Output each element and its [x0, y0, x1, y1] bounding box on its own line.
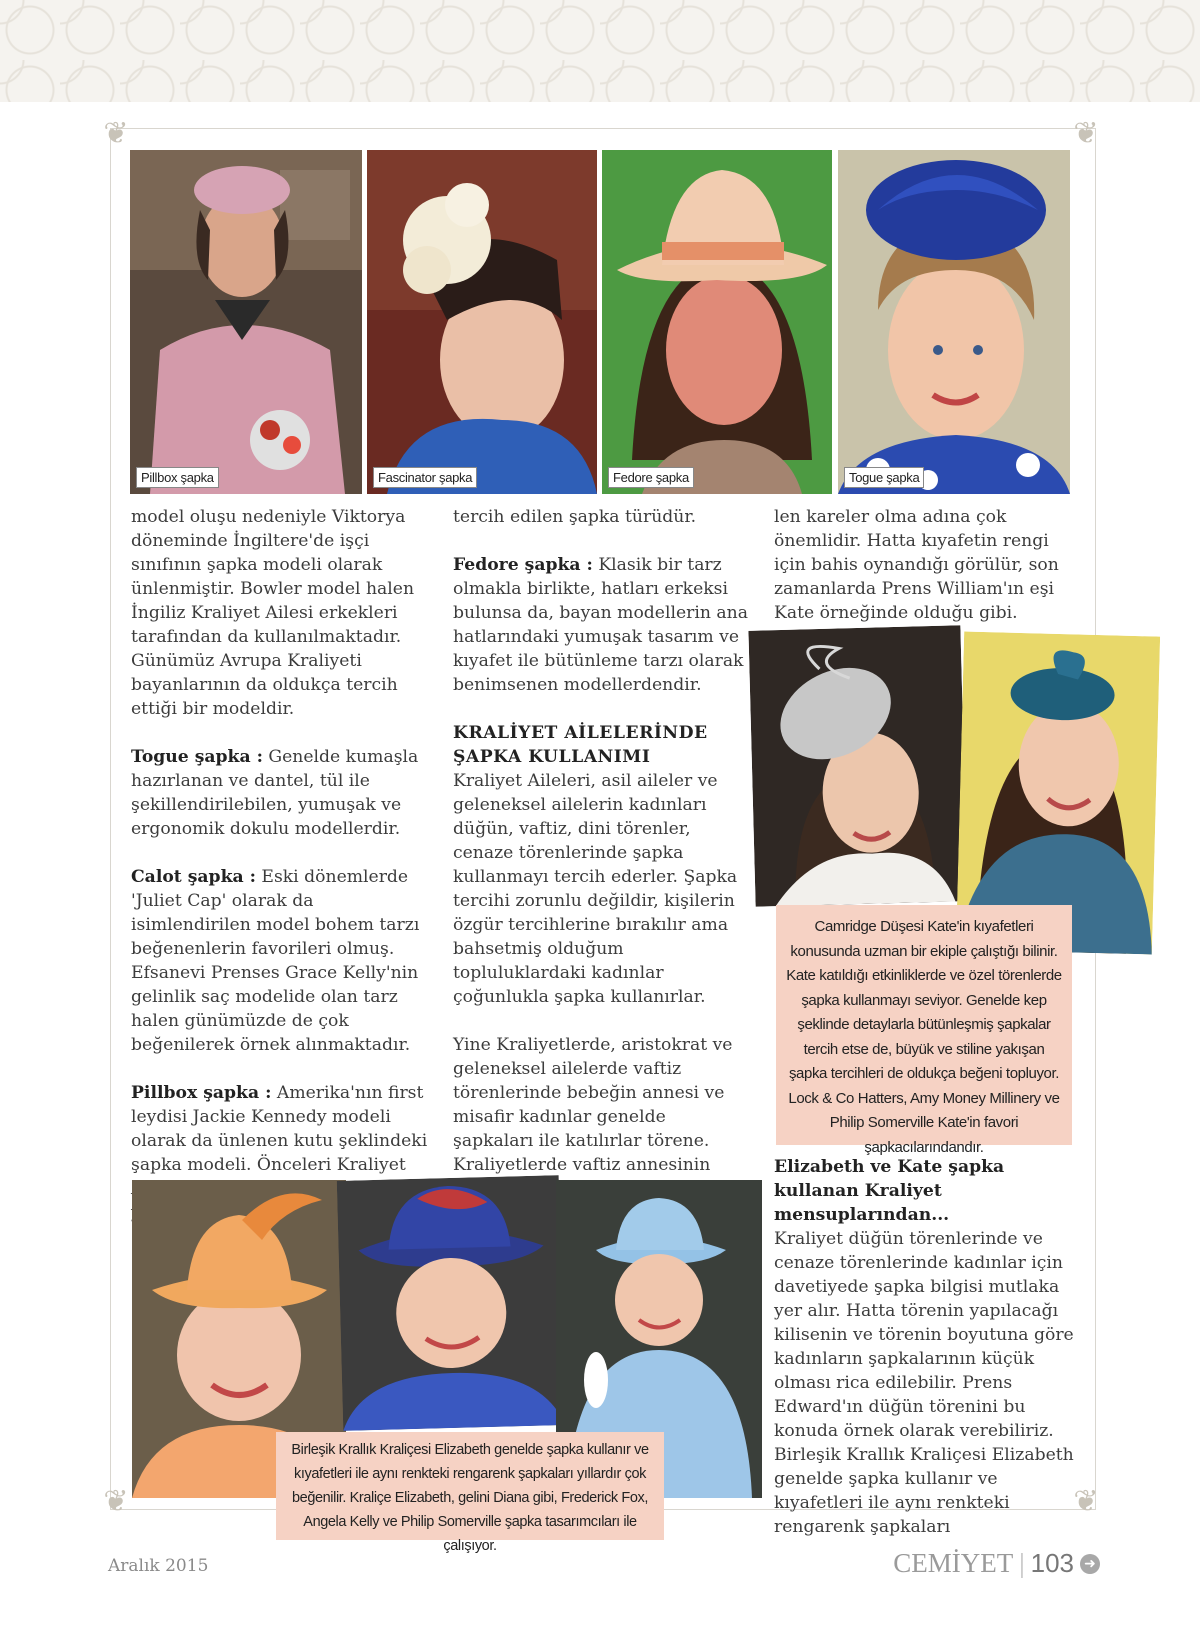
text: Amerika'nın first leydisi Jackie Kennedy modeli olarak da ünlenen kutu şeklindeki şapka modeli. Önceleri Kraliyet [131, 1083, 428, 1175]
divider: | [1019, 1548, 1025, 1578]
paragraph: Birleşik Krallık Kraliçesi Elizabeth genelde şapka kullanır ve kıyafetleri ile aynı renkteki rengarenk şapkaları [774, 1445, 1074, 1537]
photo-caption: Fedore şapka [608, 467, 694, 488]
caption-kate: Camridge Düşesi Kate'in kıyafetleri konusunda uzman bir ekiple çalıştığı bilinir. Kate katıldığı etkinliklerde ve özel törenlerde şapka kullanmayı seviyor. Genelde kep şeklinde detaylarla bütünleşmiş şapkalar tercih etse de, büyük ve stiline yakışan şapka tercihleri de oldukça beğeni topluyor. Lock & Co Hatters, Amy Money Millinery ve Philip Somerville Kate'in favori şapkacılarındandır. [776, 905, 1072, 1145]
corner-ornament-icon: ❦ [1073, 116, 1099, 151]
arrow-right-icon: ➜ [1080, 1554, 1100, 1574]
decorative-header-pattern [0, 0, 1200, 102]
paragraph [131, 865, 429, 1057]
text: Eski dönemlerde 'Juliet Cap' olarak da isimlendirilen model bohem tarzı beğenenlerin favorileri olmuş. Efsanevi Prenses Grace Kelly'nin gelinlik saç modelide olan tarz halen günümüzde de çok beğenilerek örnek alınmaktadır. [131, 867, 420, 1055]
corner-ornament-icon: ❦ [103, 116, 129, 151]
article-column-2 [453, 505, 751, 1249]
heading-line: KRALİYET AİLELERİNDE [453, 723, 708, 743]
page-footer [893, 1548, 1100, 1579]
article-column-3-bottom [774, 1155, 1074, 1539]
issue-date: Aralık 2015 [108, 1556, 209, 1576]
photo-caption: Togue şapka [844, 467, 924, 488]
text: Klasik bir tarz olmakla birlikte, hatları erkeksi bulunsa da, bayan modellerin ana hatlarındaki yumuşak tasarım ve kıyafet ile bütünleme tarzı olarak benimsenen modellerdendir. [453, 555, 748, 695]
term-calot: Calot şapka : [131, 867, 256, 887]
page-number: 103 [1030, 1548, 1074, 1578]
article-column-1 [131, 505, 429, 1249]
section-heading: Elizabeth ve Kate şapka kullanan Kraliyet mensuplarından... [774, 1157, 1005, 1225]
paragraph: tercih edilen şapka türüdür. [453, 507, 697, 527]
corner-ornament-icon: ❦ [1073, 1484, 1099, 1519]
photo-queen-blue [337, 1175, 565, 1431]
photo-kate-grey-fascinator [748, 625, 967, 906]
photo-caption: Pillbox şapka [136, 467, 219, 488]
term-pillbox: Pillbox şapka : [131, 1083, 272, 1103]
paragraph: model oluşu nedeniyle Viktorya döneminde İngiltere'de işçi sınıfının şapka modeli olarak ünlenmiştir. Bowler model halen İngiliz Kraliyet Ailesi erkekleri tarafından da kullanılmaktadır. Günümüz Avrupa Kraliyeti bayanlarının da oldukça tercih ettiği bir modeldir. [131, 507, 415, 719]
photo-fedore-hat [602, 150, 832, 494]
text: Genelde kumaşla hazırlanan ve dantel, tül ile şekillendirilebilen, yumuşak ve ergonomik dokulu modellerdir. [131, 747, 419, 839]
term-togue: Togue şapka : [131, 747, 263, 767]
paragraph [453, 553, 751, 697]
term-fedore: Fedore şapka : [453, 555, 593, 575]
paragraph [131, 745, 429, 841]
photo-togue-hat [838, 150, 1070, 494]
photo-caption: Fascinator şapka [373, 467, 477, 488]
corner-ornament-icon: ❦ [103, 1484, 129, 1519]
magazine-brand: CEMİYET [893, 1548, 1014, 1578]
caption-queen: Birleşik Krallık Kraliçesi Elizabeth genelde şapka kullanır ve kıyafetleri ile aynı renkteki rengarenk şapkaları yıllardır çok beğenilir. Kraliçe Elizabeth, gelini Diana gibi, Frederick Fox, Angela Kelly ve Philip Somerville şapka tasarımcıları ile çalışıyor. [276, 1432, 664, 1540]
paragraph: Kraliyet düğün törenlerinde ve cenaze törenlerinde kadınlar için davetiyede şapka bilgisi mutlaka yer alır. Hatta törenin yapılacağı kilisenin ve törenin boyutuna göre kadınların şapkalarının küçük olması rica edilebilir. Prens Edward'ın düğün törenini bu konuda örnek olarak verebiliriz. [774, 1229, 1074, 1441]
photo-fascinator-hat [367, 150, 597, 494]
section-heading [453, 721, 751, 769]
photo-pillbox-hat [130, 150, 362, 494]
paragraph: Yine Kraliyetlerde, aristokrat ve geleneksel ailelerde vaftiz törenlerinde bebeğin annesi ve misafir kadınlar genelde şapkaları ile katılırlar törene. Kraliyetlerde vaftiz annesinin [453, 1035, 733, 1175]
paragraph: len kareler olma adına çok önemlidir. Hatta kıyafetin rengi için bahis oynandığı görülür, son zamanlarda Prens William'ın eşi Kate örneğinde olduğu gibi. [774, 507, 1059, 623]
heading-line: ŞAPKA KULLANIMI [453, 747, 651, 767]
paragraph: Kraliyet Aileleri, asil aileler ve geleneksel ailelerin kadınları düğün, vaftiz, dini törenler, cenaze törenlerinde şapka kullanmayı tercih ederler. Şapka tercihi zorunlu değildir, kişilerin özgür tercihlerine bırakılır ama bahsetmiş olduğum topluluklardaki kadınlar çoğunlukla şapka kullanırlar. [453, 771, 738, 1007]
